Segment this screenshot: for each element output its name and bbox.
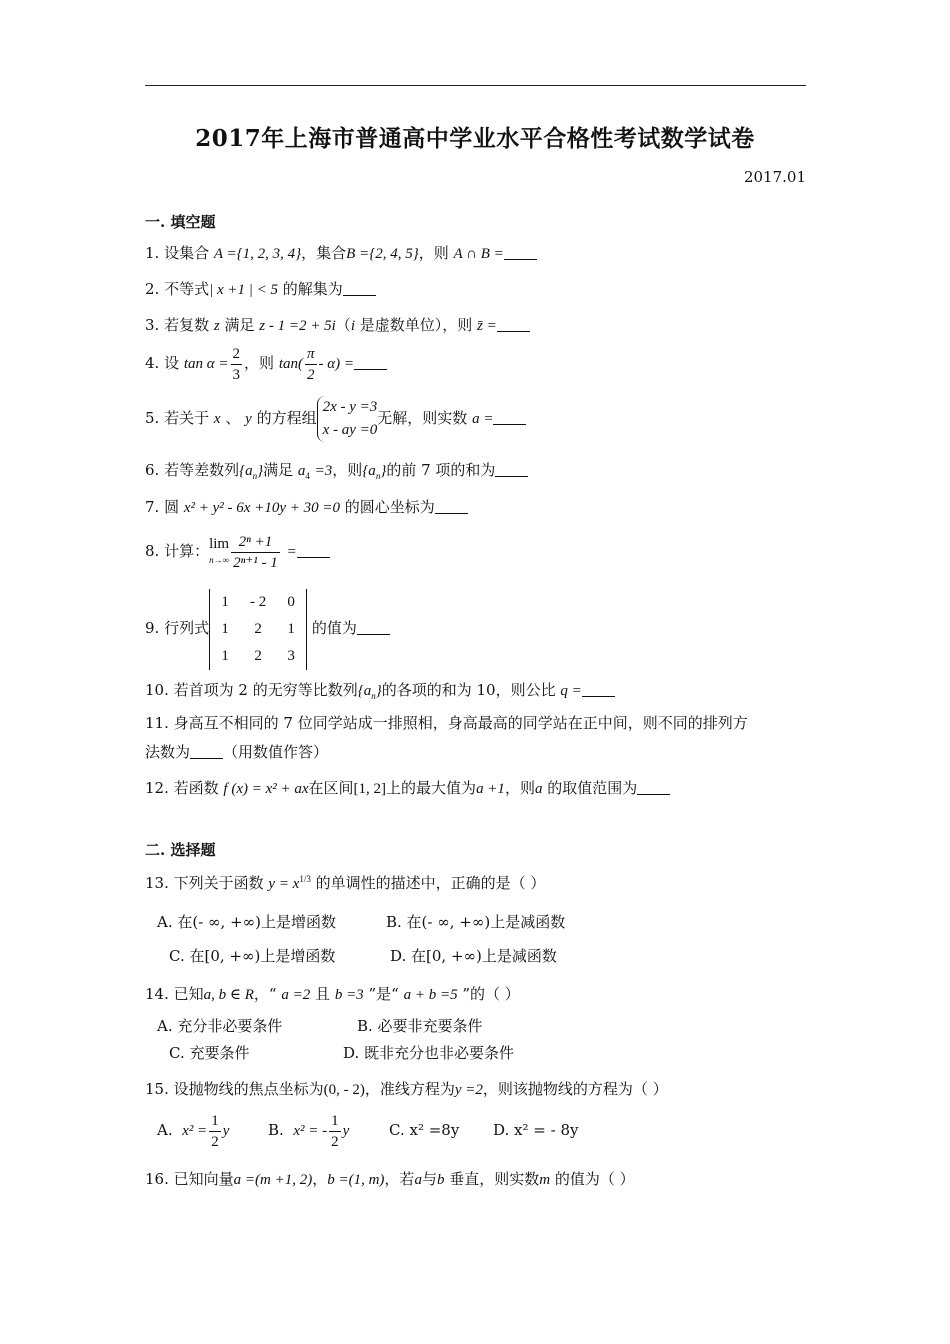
option-13-a: A. 在(- ∞, +∞)上是增函数 <box>157 913 337 931</box>
answer-blank <box>504 245 537 260</box>
question-1: 1. 设集合 A ={1, 2, 3, 4}，集合B ={2, 4, 5}，则 A ∩ B = <box>145 243 537 264</box>
exam-date: 2017.01 <box>743 168 806 186</box>
option-14-c: C. 充要条件 <box>169 1044 250 1062</box>
question-6: 6. 若等差数列$\{a_n\}$满足 $a_4 =3$，则$\{a_n\}$的前 7 项的和为 <box>145 460 528 481</box>
determinant: 1 - 2 0 1 2 1 1 2 3 <box>209 589 307 670</box>
equation-system: 2x - y =3 x - ay =0 <box>317 396 378 442</box>
answer-blank <box>497 317 530 332</box>
answer-blank <box>357 620 390 635</box>
question-8: 8. 计算： lim n→∞ $\frac{\text{2ⁿ +1}}{\text{2ⁿ⁺¹ - 1}}$ = <box>145 527 330 576</box>
option-15-c: C. x² =8y <box>389 1121 460 1139</box>
header-rule <box>145 85 806 86</box>
question-4: 4. 设 tan α = $\frac{2}{3}$ ，则 tan( $\frac{\pi}{2}$ - α) = <box>145 342 387 385</box>
fraction: $\frac{1}{2}$ <box>331 1112 339 1150</box>
question-14: 14. 已知a, b ∈ R，“ a =2 且 b =3 ”是“ a + b =5 ”的（ ） <box>145 985 520 1003</box>
answer-blank <box>495 462 528 477</box>
fraction: $\frac{\text{2ⁿ +1}}{\text{2ⁿ⁺¹ - 1}}$ <box>233 533 278 571</box>
section-choice-heading: 二. 选择题 <box>145 841 216 859</box>
answer-blank <box>190 744 223 759</box>
question-12: 12. 若函数 f (x) = x² + ax在区间[1, 2]上的最大值为a +1，则a 的取值范围为 <box>145 778 670 799</box>
fraction: $\frac{1}{2}$ <box>211 1112 219 1150</box>
question-13: 13. 下列关于函数 $y = x^{1/3}$ 的单调性的描述中，正确的是（ ） <box>145 874 546 892</box>
exam-title: 2017年上海市普通高中学业水平合格性考试数学试卷 <box>195 125 755 152</box>
answer-blank <box>493 410 526 425</box>
answer-blank <box>297 543 330 558</box>
question-5: 5. 若关于 x 、 y 的方程组 2x - y =3 x - ay =0 无解，则实数 a = <box>145 395 526 442</box>
option-14-d: D. 既非充分也非必要条件 <box>343 1044 515 1062</box>
question-16: 16. 已知向量a =(m +1, 2)，b =(1, m)，若a与b 垂直，则实数m 的值为（ ） <box>145 1170 635 1188</box>
question-15: 15. 设抛物线的焦点坐标为(0, - 2)，准线方程为y =2，则该抛物线的方程为（ ） <box>145 1080 668 1098</box>
fraction: $\frac{\pi}{2}$ <box>307 345 315 383</box>
option-13-d: D. 在[0, +∞)上是减函数 <box>390 947 557 965</box>
option-13-c: C. 在[0, +∞)上是增函数 <box>169 947 336 965</box>
limit-operator: lim n→∞ <box>209 536 230 565</box>
option-14-a: A. 充分非必要条件 <box>157 1017 283 1035</box>
question-11-line-1: 11. 身高互不相同的 7 位同学站成一排照相，身高最高的同学站在正中间，则不同的排列方 <box>145 714 748 732</box>
question-9: 9. 行列式 1 - 2 0 1 2 1 1 2 3 的值为 <box>145 588 390 670</box>
answer-blank <box>435 499 468 514</box>
answer-blank <box>582 682 615 697</box>
question-2: 2. 不等式| x +1 | < 5 的解集为 <box>145 279 376 300</box>
option-15-d: D. x² = - 8y <box>493 1121 579 1139</box>
option-14-b: B. 必要非充要条件 <box>357 1017 483 1035</box>
question-11-line-2: 法数为 （用数值作答） <box>145 743 329 761</box>
answer-blank <box>354 355 387 370</box>
answer-blank <box>343 281 376 296</box>
question-10: 10. 若首项为 2 的无穷等比数列$\{a_n\}$的各项的和为 10，则公比 q = <box>145 680 615 701</box>
section-fill-heading: 一. 填空题 <box>145 213 216 231</box>
question-3: 3. 若复数 z 满足 z - 1 =2 + 5i（i 是虚数单位），则 z̄ = <box>145 315 530 336</box>
option-15-b: B. x² = - $\frac{1}{2}$ y <box>268 1112 350 1150</box>
answer-blank <box>637 780 670 795</box>
option-15-a: A. x² = $\frac{1}{2}$ y <box>157 1112 230 1150</box>
option-13-b: B. 在(- ∞, +∞)上是减函数 <box>386 913 566 931</box>
question-7: 7. 圆 x² + y² - 6x +10y + 30 =0 的圆心坐标为 <box>145 497 468 518</box>
fraction: $\frac{2}{3}$ <box>232 345 241 383</box>
